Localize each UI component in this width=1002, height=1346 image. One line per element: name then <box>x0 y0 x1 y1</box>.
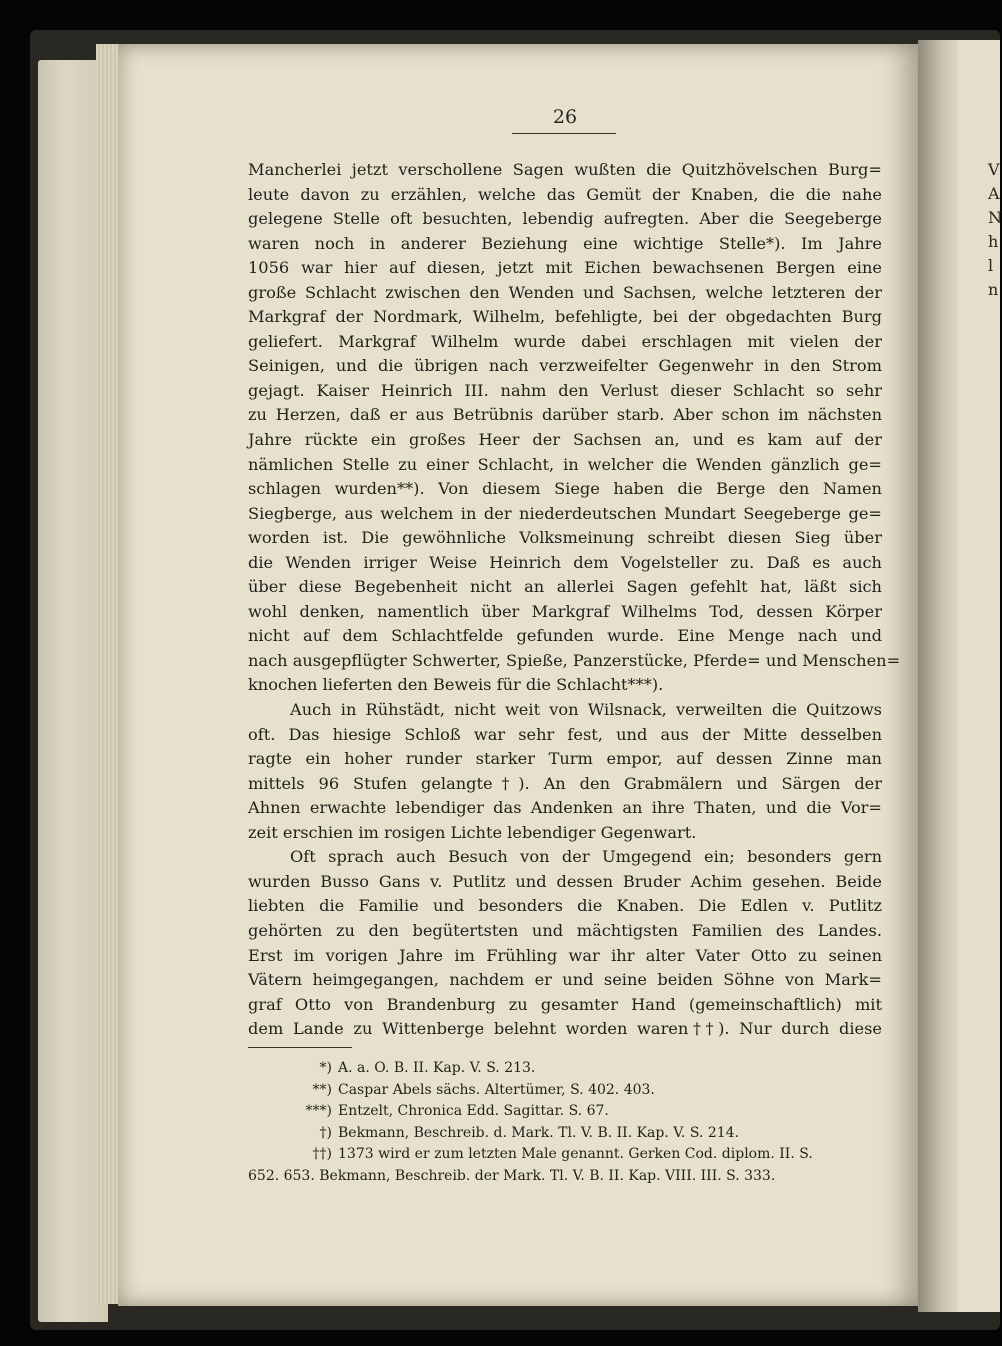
footnote-text: Caspar Abels sächs. Altertümer, S. 402. 403. <box>338 1081 655 1098</box>
footnote-mark: ††) <box>312 1146 332 1162</box>
text-line: oft. Das hiesige Schloß war sehr fest, und aus der Mitte desselben <box>248 724 882 744</box>
text-line: gehörten zu den begütertsten und mächtigsten Familien des Landes. <box>248 920 882 940</box>
footnote-text: 1373 wird er zum letzten Male genannt. Gerken Cod. diplom. II. S. <box>338 1146 813 1162</box>
text-line: Vätern heimgegangen, nachdem er und seine beiden Söhne von Mark= <box>248 970 882 990</box>
text-line: leute davon zu erzählen, welche das Gemüt der Knaben, die die nahe <box>248 184 882 204</box>
footnote <box>248 1058 882 1080</box>
facing-page-edge <box>958 40 1000 1312</box>
text-line: waren noch in anderer Beziehung eine wichtige Stelle*). Im Jahre <box>248 233 882 253</box>
footnote-continuation <box>248 1166 882 1188</box>
text-line: Erst im vorigen Jahre im Frühling war ihr alter Vater Otto zu seinen <box>248 945 882 965</box>
text-line: 1056 war hier auf diesen, jetzt mit Eichen bewachsenen Bergen eine <box>248 258 882 278</box>
footnote-text: Entzelt, Chronica Edd. Sagittar. S. 67. <box>338 1103 609 1119</box>
page-number: 26 <box>552 106 578 128</box>
text-line: Siegberge, aus welchem in der niederdeutschen Mundart Seegeberge ge= <box>248 503 882 523</box>
footnote-text: A. a. O. B. II. Kap. V. S. 213. <box>338 1060 536 1076</box>
text-line: Ahnen erwachte lebendiger das Andenken an ihre Thaten, und die Vor= <box>248 798 882 818</box>
text-line: Auch in Rühstädt, nicht weit von Wilsnack, verweilten die Quitzows <box>290 700 882 720</box>
text-line: geliefert. Markgraf Wilhelm wurde dabei erschlagen mit vielen der <box>248 331 882 351</box>
book-gutter <box>918 40 958 1312</box>
text-line: zeit erschien im rosigen Lichte lebendiger Gegenwart. <box>248 822 697 842</box>
footnote-rule <box>248 1047 352 1048</box>
text-line: nicht auf dem Schlachtfelde gefunden wurde. Eine Menge nach und <box>248 626 882 646</box>
text-line: gejagt. Kaiser Heinrich III. nahm den Verlust dieser Schlacht so sehr <box>248 380 882 400</box>
text-line: Jahre rückte ein großes Heer der Sachsen an, und es kam auf der <box>248 430 882 450</box>
footnote-mark: *) <box>319 1060 332 1076</box>
text-line: wohl denken, namentlich über Markgraf Wilhelms Tod, dessen Körper <box>248 601 882 621</box>
footnote <box>248 1144 882 1166</box>
footnote-mark: ***) <box>305 1103 332 1119</box>
facing-page-fragment: N <box>988 208 1002 227</box>
footnote <box>248 1080 882 1102</box>
text-line: Seinigen, und die übrigen nach verzweifelter Gegenwehr in den Strom <box>248 356 882 376</box>
text-line: ragte ein hoher runder starker Turm empor, auf dessen Zinne man <box>248 749 882 769</box>
footnote-text: 652. 653. Bekmann, Beschreib. der Mark. Tl. V. B. II. Kap. VIII. III. S. 333. <box>248 1167 776 1184</box>
footnotes <box>248 1058 882 1187</box>
text-line: über diese Begebenheit nicht an allerlei Sagen gefehlt hat, läßt sich <box>248 577 882 597</box>
facing-page-fragment: n <box>988 280 999 299</box>
text-line: worden ist. Die gewöhnliche Volksmeinung schreibt diesen Sieg über <box>248 528 882 548</box>
text-line: mittels 96 Stufen gelangte†). An den Grabmälern und Särgen der <box>248 773 882 793</box>
text-line: zu Herzen, daß er aus Betrübnis darüber starb. Aber schon im nächsten <box>248 405 882 425</box>
body-text <box>248 158 901 1042</box>
text-line: wurden Busso Gans v. Putlitz und dessen Bruder Achim gesehen. Beide <box>248 871 882 891</box>
text-line: nach ausgepflügter Schwerter, Spieße, Panzerstücke, Pferde= und Menschen= <box>248 650 901 670</box>
facing-page-fragment: A <box>988 184 1000 203</box>
footnote <box>248 1123 882 1145</box>
footnote-mark: †) <box>319 1124 332 1141</box>
text-line: Markgraf der Nordmark, Wilhelm, befehligte, bei der obgedachten Burg <box>248 307 882 327</box>
text-line: liebten die Familie und besonders die Knaben. Die Edlen v. Putlitz <box>248 896 882 916</box>
text-line: Mancherlei jetzt verschollene Sagen wußten die Quitzhövelschen Burg= <box>248 160 882 179</box>
text-line: gelegene Stelle oft besuchten, lebendig aufregten. Aber die Seegeberge <box>248 209 882 229</box>
text-line: nämlichen Stelle zu einer Schlacht, in welcher die Wenden gänzlich ge= <box>248 454 882 474</box>
text-line: große Schlacht zwischen den Wenden und Sachsen, welche letzteren der <box>248 282 882 302</box>
text-line: schlagen wurden**). Von diesem Siege haben die Berge den Namen <box>248 479 882 499</box>
text-line: Oft sprach auch Besuch von der Umgegend ein; besonders gern <box>290 847 882 867</box>
facing-page-fragment: V <box>988 160 1000 179</box>
text-line: knochen lieferten den Beweis für die Schlacht***). <box>248 675 664 695</box>
header-rule <box>512 133 616 134</box>
footnote <box>248 1101 882 1123</box>
footnote-mark: **) <box>312 1081 332 1098</box>
facing-page-fragment: l <box>988 256 994 275</box>
text-line: graf Otto von Brandenburg zu gesamter Hand (gemeinschaftlich) mit <box>248 994 882 1014</box>
text-line: die Wenden irriger Weise Heinrich dem Vogelsteller zu. Daß es auch <box>248 552 882 572</box>
facing-page-fragment: h <box>988 232 999 251</box>
footnote-text: Bekmann, Beschreib. d. Mark. Tl. V. B. II. Kap. V. S. 214. <box>338 1124 739 1141</box>
text-line: dem Lande zu Wittenberge belehnt worden waren††). Nur durch diese <box>248 1019 882 1039</box>
